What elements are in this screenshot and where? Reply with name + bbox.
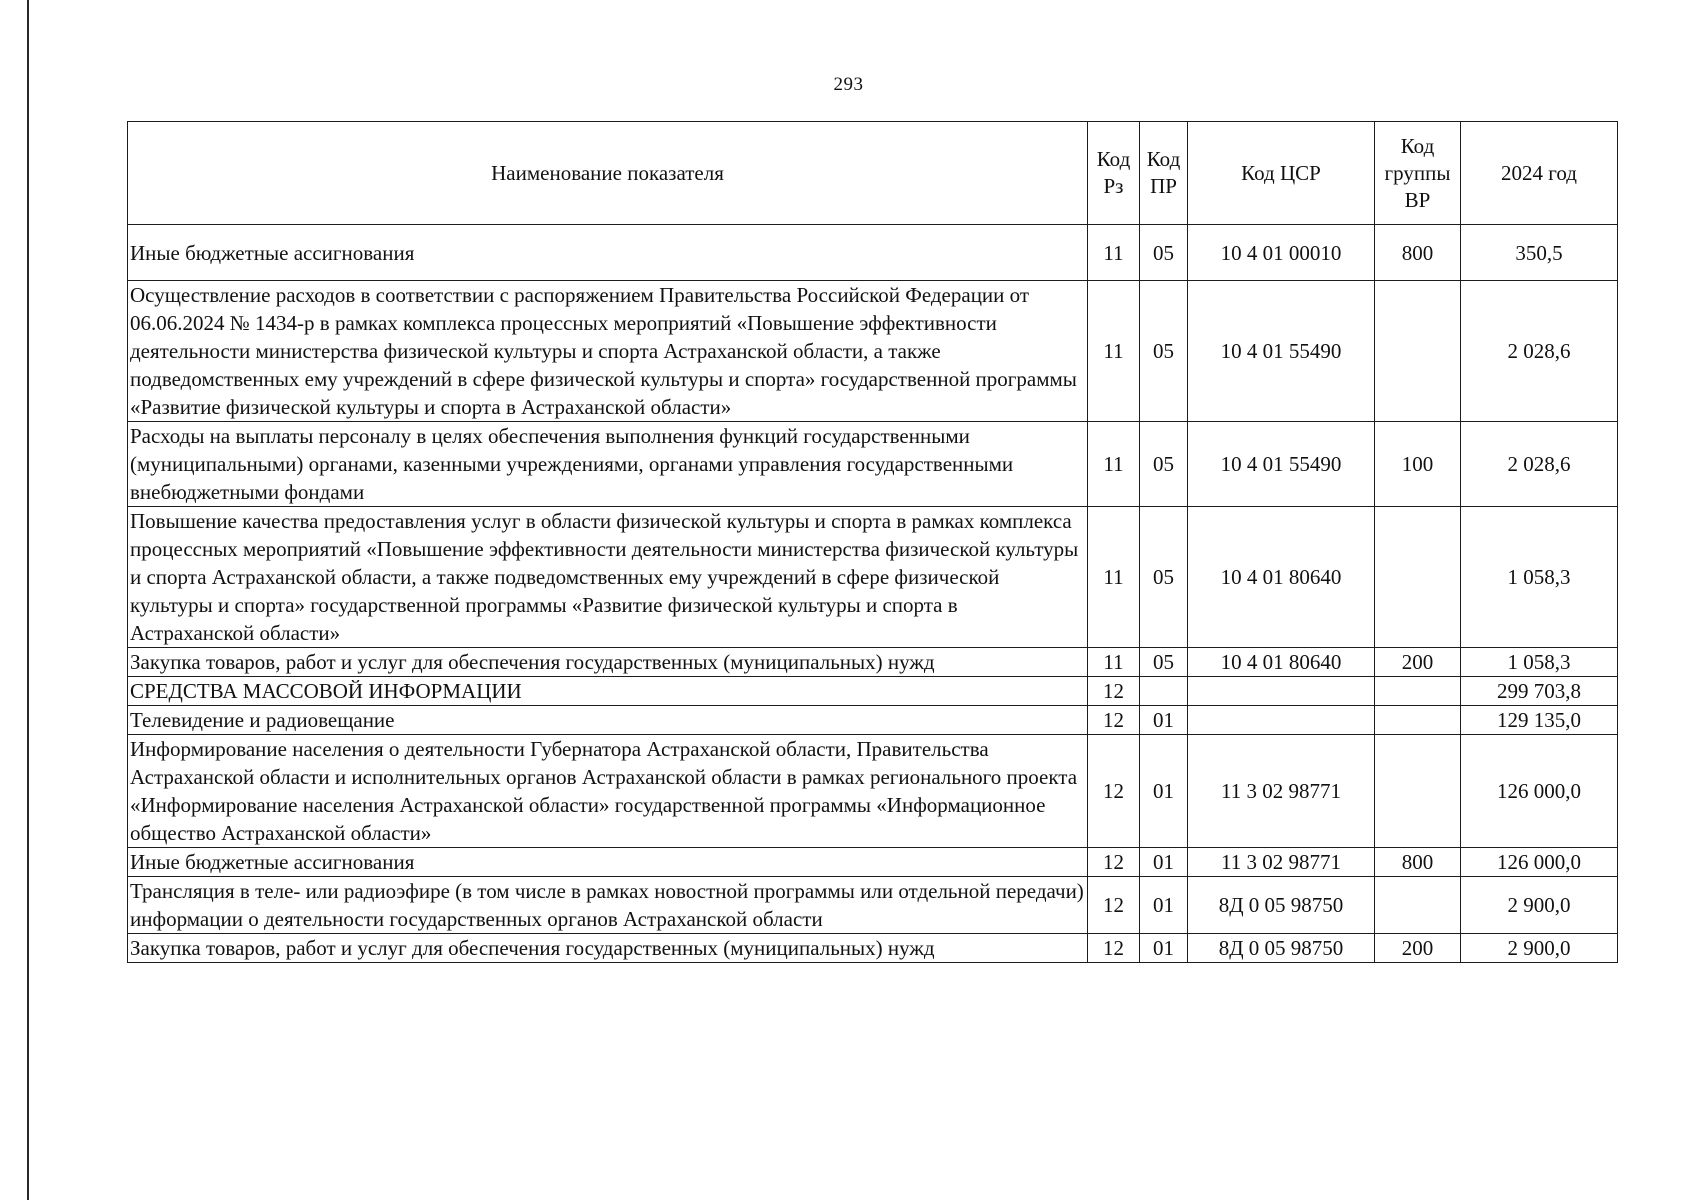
row-name: СРЕДСТВА МАССОВОЙ ИНФОРМАЦИИ xyxy=(128,677,1088,706)
table-row xyxy=(128,648,1618,677)
scan-margin-line xyxy=(27,0,29,1200)
row-amount: 350,5 xyxy=(1461,225,1618,281)
row-vr xyxy=(1375,877,1461,934)
row-rz: 11 xyxy=(1088,507,1140,648)
header-year: 2024 год xyxy=(1461,122,1618,225)
row-name: Информирование населения о деятельности Губернатора Астраханской области, Правительства Астраханской области и исполнительных органов Астраханской области в рамках регионального проекта «Информирование населения Астраханской области» государственной программы «Информационное общество Астраханской области» xyxy=(128,735,1088,848)
row-amount: 2 028,6 xyxy=(1461,281,1618,422)
table-row xyxy=(128,507,1618,648)
row-vr: 200 xyxy=(1375,934,1461,963)
row-rz: 12 xyxy=(1088,934,1140,963)
table-row xyxy=(128,677,1618,706)
row-rz: 11 xyxy=(1088,422,1140,507)
row-name: Иные бюджетные ассигнования xyxy=(128,225,1088,281)
row-amount: 1 058,3 xyxy=(1461,648,1618,677)
table-row xyxy=(128,848,1618,877)
row-pr: 05 xyxy=(1140,281,1188,422)
table-row xyxy=(128,735,1618,848)
row-rz: 11 xyxy=(1088,281,1140,422)
row-vr: 800 xyxy=(1375,225,1461,281)
header-vr: Код группы ВР xyxy=(1375,122,1461,225)
row-amount: 126 000,0 xyxy=(1461,848,1618,877)
row-pr: 01 xyxy=(1140,735,1188,848)
row-vr: 800 xyxy=(1375,848,1461,877)
row-rz: 12 xyxy=(1088,706,1140,735)
row-amount: 2 900,0 xyxy=(1461,877,1618,934)
row-pr: 01 xyxy=(1140,848,1188,877)
table-row xyxy=(128,706,1618,735)
row-rz: 12 xyxy=(1088,848,1140,877)
budget-table xyxy=(127,121,1618,963)
row-csr: 10 4 01 55490 xyxy=(1188,422,1375,507)
row-pr: 05 xyxy=(1140,422,1188,507)
row-csr: 10 4 01 55490 xyxy=(1188,281,1375,422)
row-pr: 05 xyxy=(1140,648,1188,677)
row-vr xyxy=(1375,281,1461,422)
header-rz: Код Рз xyxy=(1088,122,1140,225)
page-number: 293 xyxy=(833,74,864,95)
row-vr xyxy=(1375,677,1461,706)
row-name: Трансляция в теле- или радиоэфире (в том числе в рамках новостной программы или отдельной передачи) информации о деятельности государственных органов Астраханской области xyxy=(128,877,1088,934)
row-vr xyxy=(1375,706,1461,735)
row-amount: 126 000,0 xyxy=(1461,735,1618,848)
row-vr xyxy=(1375,735,1461,848)
row-pr: 01 xyxy=(1140,934,1188,963)
row-pr: 01 xyxy=(1140,706,1188,735)
row-vr: 100 xyxy=(1375,422,1461,507)
row-pr: 01 xyxy=(1140,877,1188,934)
row-amount: 2 900,0 xyxy=(1461,934,1618,963)
row-rz: 12 xyxy=(1088,677,1140,706)
row-vr xyxy=(1375,507,1461,648)
row-amount: 2 028,6 xyxy=(1461,422,1618,507)
row-name: Закупка товаров, работ и услуг для обеспечения государственных (муниципальных) нужд xyxy=(128,648,1088,677)
row-name: Закупка товаров, работ и услуг для обеспечения государственных (муниципальных) нужд xyxy=(128,934,1088,963)
row-rz: 11 xyxy=(1088,225,1140,281)
table-row xyxy=(128,225,1618,281)
row-name: Телевидение и радиовещание xyxy=(128,706,1088,735)
row-csr: 11 3 02 98771 xyxy=(1188,735,1375,848)
row-csr: 10 4 01 80640 xyxy=(1188,648,1375,677)
row-pr xyxy=(1140,677,1188,706)
row-name: Расходы на выплаты персоналу в целях обеспечения выполнения функций государственными (муниципальными) органами, казенными учреждениями, органами управления государственными внебюджетными фондами xyxy=(128,422,1088,507)
row-csr: 8Д 0 05 98750 xyxy=(1188,934,1375,963)
row-amount: 1 058,3 xyxy=(1461,507,1618,648)
row-name: Повышение качества предоставления услуг в области физической культуры и спорта в рамках комплекса процессных мероприятий «Повышение эффективности деятельности министерства физической культуры и спорта Астраханской области, а также подведомственных ему учреждений в сфере физической культуры и спорта» государственной программы «Развитие физической культуры и спорта в Астраханской области» xyxy=(128,507,1088,648)
row-name: Осуществление расходов в соответствии с распоряжением Правительства Российской Федерации от 06.06.2024 № 1434-р в рамках комплекса процессных мероприятий «Повышение эффективности деятельности министерства физической культуры и спорта Астраханской области, а также подведомственных ему учреждений в сфере физической культуры и спорта» государственной программы «Развитие физической культуры и спорта в Астраханской области» xyxy=(128,281,1088,422)
table-row xyxy=(128,934,1618,963)
row-csr: 8Д 0 05 98750 xyxy=(1188,877,1375,934)
row-rz: 11 xyxy=(1088,648,1140,677)
row-csr: 10 4 01 00010 xyxy=(1188,225,1375,281)
row-pr: 05 xyxy=(1140,507,1188,648)
table-row xyxy=(128,877,1618,934)
table-row xyxy=(128,281,1618,422)
row-amount: 129 135,0 xyxy=(1461,706,1618,735)
row-csr xyxy=(1188,706,1375,735)
table-row xyxy=(128,422,1618,507)
row-csr xyxy=(1188,677,1375,706)
row-amount: 299 703,8 xyxy=(1461,677,1618,706)
header-csr: Код ЦСР xyxy=(1188,122,1375,225)
header-name: Наименование показателя xyxy=(128,122,1088,225)
header-pr: Код ПР xyxy=(1140,122,1188,225)
row-rz: 12 xyxy=(1088,877,1140,934)
row-csr: 11 3 02 98771 xyxy=(1188,848,1375,877)
row-vr: 200 xyxy=(1375,648,1461,677)
row-rz: 12 xyxy=(1088,735,1140,848)
row-csr: 10 4 01 80640 xyxy=(1188,507,1375,648)
table-header-row xyxy=(128,122,1618,225)
row-pr: 05 xyxy=(1140,225,1188,281)
row-name: Иные бюджетные ассигнования xyxy=(128,848,1088,877)
